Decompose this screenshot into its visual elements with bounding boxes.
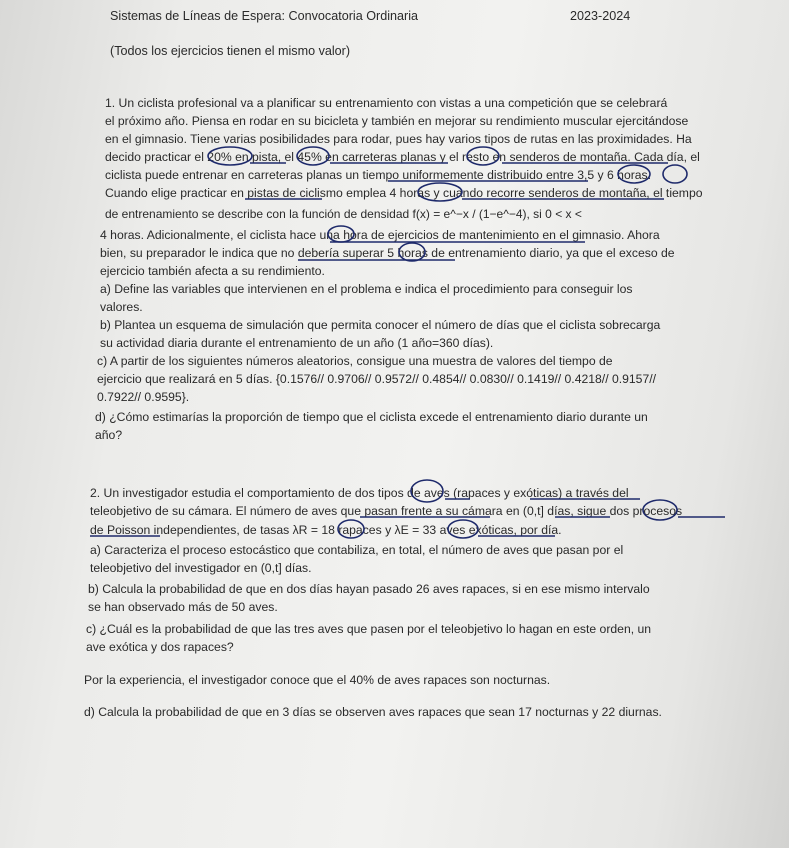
p1-c-line-2: ejercicio que realizará en 5 días. {0.1576// 0.9706// 0.9572// 0.4854// 0.0830// 0.1419// 0.4218// 0.9157// <box>97 372 657 386</box>
p2-line-3: de Poisson independientes, de tasas λR = 18 rapaces y λE = 33 aves exóticas, por día. <box>90 523 562 537</box>
p1-line-9: bien, su preparador le indica que no debería superar 5 horas de entrenamiento diario, ya que el exceso de <box>100 246 675 260</box>
p2-experience: Por la experiencia, el investigador conoce que el 40% de aves rapaces son nocturnas. <box>84 673 551 687</box>
p1-d-line-2: año? <box>95 428 123 442</box>
p1-line-6: Cuando elige practicar en pistas de ciclismo emplea 4 horas y cuando recorre senderos de montaña, el tiempo <box>105 186 703 200</box>
p2-c-line-1: c) ¿Cuál es la probabilidad de que las tres aves que pasen por el teleobjetivo lo hagan en este orden, un <box>86 622 652 636</box>
p2-line-2: teleobjetivo de su cámara. El número de aves que pasan frente a su cámara en (0,t] días, sigue dos procesos <box>90 504 683 518</box>
p1-line-5: ciclista puede entrenar en carreteras planas un tiempo uniformemente distribuido entre 3,5 y 6 horas. <box>105 168 652 182</box>
p2-c-line-2: ave exótica y dos rapaces? <box>86 640 234 654</box>
p1-line-3: en el gimnasio. Tiene varias posibilidades para rodar, pues hay varios tipos de rutas en las proximidades. Ha <box>105 132 692 146</box>
p2-line-1: 2. Un investigador estudia el comportamiento de dos tipos de aves (rapaces y exóticas) a través del <box>90 486 629 500</box>
p1-line-4: decido practicar el 20% en pista, el 45% en carreteras planas y el resto en senderos de montaña. Cada día, el <box>105 150 700 164</box>
p1-line-1: 1. Un ciclista profesional va a planificar su entrenamiento con vistas a una competición que se celebrará <box>105 96 668 110</box>
p2-d-line: d) Calcula la probabilidad de que en 3 días se observen aves rapaces que sean 17 nocturnas y 22 diurnas. <box>84 705 662 719</box>
p2-b-line-2: se han observado más de 50 aves. <box>88 600 278 614</box>
exam-year: 2023-2024 <box>570 9 631 23</box>
p2-a-line-2: teleobjetivo del investigador en (0,t] días. <box>90 561 312 575</box>
p1-line-10: ejercicio también afecta a su rendimiento. <box>100 264 325 278</box>
p1-d-line-1: d) ¿Cómo estimarías la proporción de tiempo que el ciclista excede el entrenamiento diario durante un <box>95 410 648 424</box>
exam-note: (Todos los ejercicios tienen el mismo valor) <box>110 44 351 58</box>
exam-title: Sistemas de Líneas de Espera: Convocatoria Ordinaria <box>110 9 419 23</box>
p1-line-8: 4 horas. Adicionalmente, el ciclista hace una hora de ejercicios de mantenimiento en el gimnasio. Ahora <box>100 228 660 242</box>
p1-a-line-2: valores. <box>100 300 143 314</box>
p1-c-line-3: 0.7922// 0.9595}. <box>97 390 190 404</box>
p2-a-line-1: a) Caracteriza el proceso estocástico que contabiliza, en total, el número de aves que pasan por el <box>90 543 624 557</box>
p1-line-7-density: de entrenamiento se describe con la función de densidad f(x) = e^−x / (1−e^−4), si 0 < x < <box>105 207 582 221</box>
p2-b-line-1: b) Calcula la probabilidad de que en dos días hayan pasado 26 aves rapaces, si en ese mismo intervalo <box>88 582 650 596</box>
p1-line-2: el próximo año. Piensa en rodar en su bicicleta y también en mejorar su rendimiento muscular ejercitándose <box>105 114 689 128</box>
p1-b-line-2: su actividad diaria durante el entrenamiento de un año (1 año=360 días). <box>100 336 494 350</box>
p1-a-line-1: a) Define las variables que intervienen en el problema e indica el procedimiento para conseguir los <box>100 282 633 296</box>
p1-c-line-1: c) A partir de los siguientes números aleatorios, consigue una muestra de valores del tiempo de <box>97 354 613 368</box>
p1-b-line-1: b) Plantea un esquema de simulación que permita conocer el número de días que el ciclista sobrecarga <box>100 318 661 332</box>
